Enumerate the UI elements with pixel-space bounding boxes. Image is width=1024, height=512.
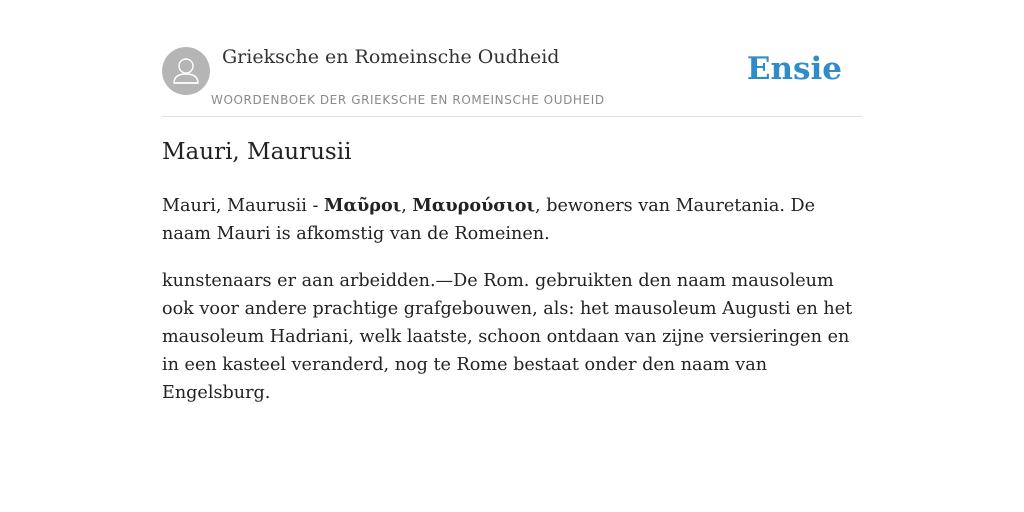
- entry-paragraph-1: [162, 192, 866, 248]
- entry-title: Mauri, Maurusii: [162, 139, 352, 165]
- ensie-logo[interactable]: Ensie: [746, 51, 842, 87]
- source-subtitle: WOORDENBOEK DER GRIEKSCHE EN ROMEINSCHE OUDHEID: [211, 93, 605, 107]
- greek-separator: ,: [401, 196, 413, 216]
- user-icon[interactable]: [162, 47, 210, 95]
- source-title-link[interactable]: Grieksche en Romeinsche Oudheid: [222, 46, 560, 68]
- greek-term-2: Μαυρούσιοι: [412, 195, 536, 216]
- entry-paragraph-2: kunstenaars er aan arbeidden.—De Rom. gebruikten den naam mausoleum ook voor andere prachtige grafgebouwen, als: het mausoleum Augusti en het mausoleum Hadriani, welk laatste, schoon ontdaan van zijne versieringen en in een kasteel veranderd, nog te Rome bestaat onder den naam van Engelsburg.: [162, 271, 853, 403]
- entry-definition: , bewoners van Mauretania. De naam Mauri is afkomstig van de Romeinen.: [162, 196, 816, 244]
- greek-term-1: Μαῦροι: [324, 195, 402, 216]
- source-header: [162, 46, 862, 117]
- entry-lead: Mauri, Maurusii -: [162, 196, 325, 216]
